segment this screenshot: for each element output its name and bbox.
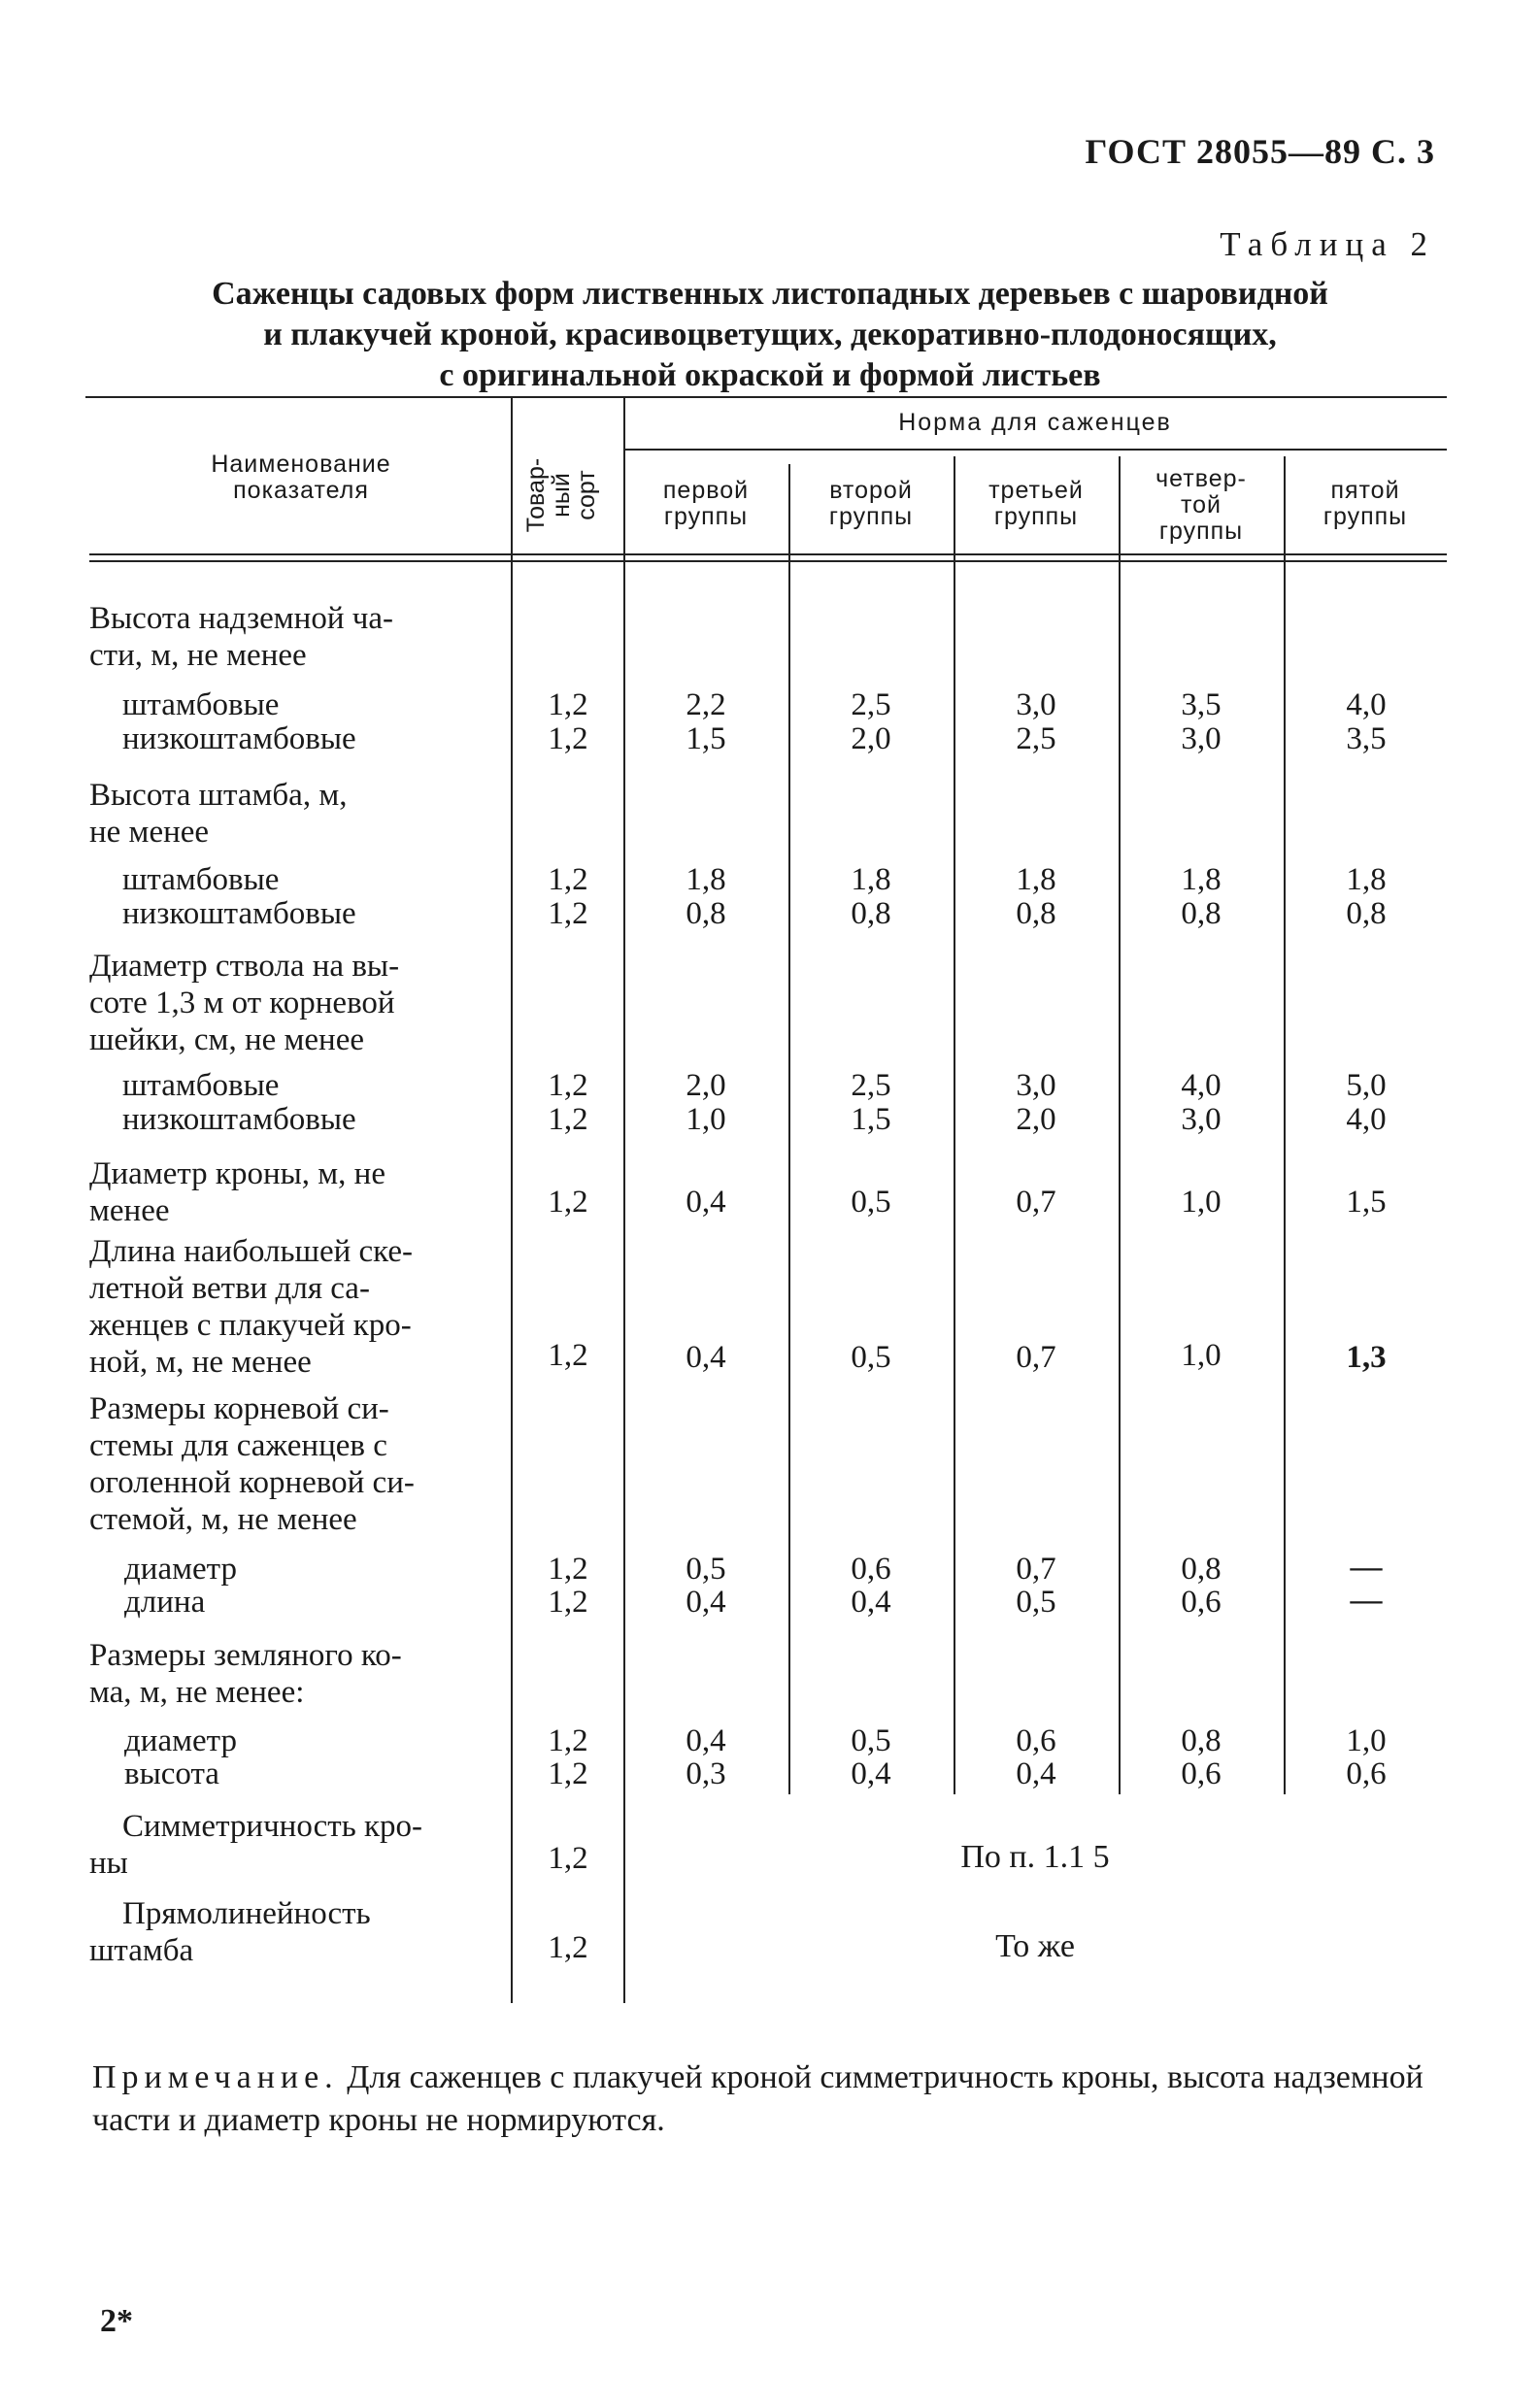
table-cell: 4,0: [1346, 687, 1387, 722]
row-name-line: Высота надземной ча-: [89, 601, 393, 636]
col-divider: [788, 464, 790, 1794]
row-name: [89, 1155, 505, 1229]
merged-norm-cell: По п. 1.1 5: [960, 1839, 1110, 1875]
row-sort-value: 1,2: [548, 1102, 588, 1137]
header-norm-title: Норма для саженцев: [898, 409, 1172, 436]
caption-line: с оригинальной окраской и формой листьев: [439, 357, 1101, 393]
table-cell: 2,0: [851, 721, 891, 756]
table-note: [92, 2056, 1461, 2142]
row-name-line: оголенной корневой си-: [89, 1465, 415, 1500]
table-cell: —: [1350, 1583, 1383, 1618]
table-cell: 0,3: [686, 1756, 726, 1791]
table-cell: 0,6: [1181, 1585, 1222, 1620]
row-sort-value: 1,2: [548, 1930, 588, 1965]
row-name-line: летной ветви для са-: [89, 1271, 370, 1306]
header-line: второй: [829, 477, 913, 504]
table-cell: 0,4: [686, 1185, 726, 1220]
table-cell: 0,4: [686, 1585, 726, 1620]
table-cell: 0,7: [1016, 1552, 1056, 1587]
table-cell: 2,0: [1016, 1102, 1056, 1137]
row-sub-label: длина: [124, 1585, 206, 1620]
header-line: пятой: [1330, 477, 1400, 504]
header-line: группы: [993, 503, 1079, 530]
table-cell: 1,5: [851, 1102, 891, 1137]
table-cell: 0,6: [1346, 1756, 1387, 1791]
row-name-line: ма, м, не менее:: [89, 1675, 305, 1710]
header-name-col: [97, 451, 505, 504]
col-divider: [954, 456, 955, 1794]
header-bottom-rule: [89, 553, 1447, 555]
row-sub-label: штамбовые: [122, 862, 280, 897]
table-cell: 0,6: [851, 1552, 891, 1587]
table-cell: 2,5: [851, 1068, 891, 1103]
col-divider: [1284, 456, 1286, 1794]
row-name-line: ной, м, не менее: [89, 1345, 312, 1380]
row-name-line: соте 1,3 м от корневой: [89, 986, 395, 1020]
header-line: сорт: [573, 470, 600, 520]
table-cell: 0,5: [686, 1552, 726, 1587]
row-name-line: Длина наибольшей ске-: [89, 1234, 413, 1269]
page-number: 2*: [100, 2303, 133, 2339]
row-sub-label: низкоштамбовые: [122, 1102, 356, 1137]
table-cell: 1,0: [1346, 1723, 1387, 1758]
row-sub-label: штамбовые: [122, 687, 280, 722]
table-cell: —: [1350, 1550, 1383, 1585]
table-cell: 2,0: [686, 1068, 726, 1103]
caption-line: и плакучей кроной, красивоцветущих, декоративно-плодоносящих,: [263, 317, 1277, 352]
row-name: [89, 1390, 505, 1538]
col-divider: [1119, 456, 1121, 1794]
row-name-line: Размеры корневой си-: [89, 1391, 389, 1426]
row-sub-label: штамбовые: [122, 1068, 280, 1103]
row-sub-label: низкоштамбовые: [122, 721, 356, 756]
row-sort-value: 1,2: [548, 1068, 588, 1103]
table-cell: 1,0: [686, 1102, 726, 1137]
table-cell: 0,8: [1181, 1552, 1222, 1587]
header-line: группы: [828, 503, 914, 530]
table-cell: 0,8: [1346, 896, 1387, 931]
table-cell: 0,8: [851, 896, 891, 931]
header-group-3: [954, 478, 1119, 530]
table-cell: 4,0: [1346, 1102, 1387, 1137]
table-cell: 0,4: [686, 1340, 726, 1375]
row-sort-value: 1,2: [548, 862, 588, 897]
header-line: четвер-: [1155, 465, 1247, 492]
row-name-line: шейки, см, не менее: [89, 1022, 364, 1057]
row-name-line: стемы для саженцев с: [89, 1428, 387, 1463]
table-cell: 1,8: [1346, 862, 1387, 897]
table-cell: 0,8: [1181, 896, 1222, 931]
table-cell: 0,6: [1181, 1756, 1222, 1791]
row-sub-label: высота: [124, 1756, 219, 1791]
row-name-line: ны: [89, 1846, 128, 1881]
header-group-2: [788, 478, 954, 530]
row-sort-value: 1,2: [548, 721, 588, 756]
table-cell: 3,0: [1016, 687, 1056, 722]
merged-norm-cell: То же: [995, 1928, 1075, 1964]
table-cell: 1,0: [1181, 1185, 1222, 1220]
row-name: [89, 1637, 505, 1711]
table-cell: 1,5: [1346, 1185, 1387, 1220]
table-cell: 2,5: [851, 687, 891, 722]
header-line: группы: [1158, 518, 1244, 545]
row-name-line: менее: [89, 1193, 170, 1228]
table-top-rule: [85, 396, 1447, 398]
table-cell: 0,4: [1016, 1756, 1056, 1791]
header-line: первой: [662, 477, 750, 504]
table-cell: 3,5: [1346, 721, 1387, 756]
col-divider: [623, 396, 625, 2003]
table-cell: 0,8: [1181, 1723, 1222, 1758]
norm-title-rule: [623, 449, 1447, 451]
table-cell: 0,5: [1016, 1585, 1056, 1620]
table-cell: 2,5: [1016, 721, 1056, 756]
table-cell: 3,0: [1181, 1102, 1222, 1137]
header-line: третьей: [988, 477, 1084, 504]
row-name-line: Размеры земляного ко-: [89, 1638, 402, 1673]
note-text: Для саженцев с плакучей кроной симметричность кроны, высота надземной части и диаметр кроны не нормируются.: [92, 2059, 1423, 2138]
row-name-line: Диаметр кроны, м, не: [89, 1156, 385, 1191]
table-label: Таблица 2: [1220, 225, 1435, 263]
row-name: [89, 600, 505, 674]
table-cell: 3,0: [1181, 721, 1222, 756]
row-sub-label: низкоштамбовые: [122, 896, 356, 931]
header-group-4: [1119, 466, 1284, 545]
table-cell: 3,5: [1181, 687, 1222, 722]
header-group-5: [1284, 478, 1447, 530]
table-cell: 0,7: [1016, 1340, 1056, 1375]
header-line: показателя: [233, 477, 369, 504]
header-group-1: [623, 478, 788, 530]
row-sub-label: диаметр: [124, 1723, 237, 1758]
table-cell: 5,0: [1346, 1068, 1387, 1103]
row-name: [89, 777, 505, 851]
note-lead: Примечание.: [92, 2059, 339, 2095]
header-line: ный: [548, 473, 575, 518]
row-sort-value: 1,2: [548, 1756, 588, 1791]
row-sort-value: 1,2: [548, 1585, 588, 1620]
table-cell: 3,0: [1016, 1068, 1056, 1103]
row-sort-value: 1,2: [548, 1185, 588, 1220]
row-name-line: сти, м, не менее: [89, 638, 307, 673]
row-sub-label: диаметр: [124, 1552, 237, 1587]
table-cell: 0,4: [851, 1585, 891, 1620]
col-divider: [511, 396, 513, 2003]
header-line: Наименование: [211, 451, 391, 478]
table-cell: 1,8: [851, 862, 891, 897]
table-cell: 0,4: [686, 1723, 726, 1758]
row-name: [89, 1895, 505, 1969]
table-cell: 1,8: [1181, 862, 1222, 897]
row-name: [89, 1233, 505, 1381]
row-name-line: женцев с плакучей кро-: [89, 1308, 412, 1343]
table-cell: 1,8: [686, 862, 726, 897]
row-sort-value: 1,2: [548, 687, 588, 722]
row-sort-value: 1,2: [548, 1841, 588, 1876]
row-name-line: штамба: [89, 1933, 194, 1968]
table-cell: 0,5: [851, 1723, 891, 1758]
header-line: группы: [663, 503, 749, 530]
header-line: той: [1180, 491, 1222, 518]
header-bottom-rule-double: [89, 560, 1447, 562]
table-cell: 0,6: [1016, 1723, 1056, 1758]
row-sort-value: 1,2: [548, 1552, 588, 1587]
header-line: группы: [1322, 503, 1408, 530]
table-cell: 0,8: [1016, 896, 1056, 931]
table-cell: 0,5: [851, 1340, 891, 1375]
table-cell: 0,8: [686, 896, 726, 931]
row-name-line: не менее: [89, 815, 210, 850]
row-sort-value: 1,2: [548, 1723, 588, 1758]
row-name-line: стемой, м, не менее: [89, 1502, 357, 1537]
header-line: Товар-: [522, 457, 550, 533]
row-name-line: Симметричность кро-: [122, 1809, 423, 1844]
row-name: [89, 1808, 505, 1882]
table-cell: 0,5: [851, 1185, 891, 1220]
table-cell: 2,2: [686, 687, 726, 722]
table-caption: [78, 274, 1462, 396]
table-cell: 1,8: [1016, 862, 1056, 897]
row-name-line: Прямолинейность: [122, 1896, 371, 1931]
table-cell: 1,3: [1346, 1340, 1387, 1375]
row-name-line: Диаметр ствола на вы-: [89, 949, 400, 984]
table-cell: 0,7: [1016, 1185, 1056, 1220]
header-sort-col: [523, 436, 611, 554]
table-cell: 4,0: [1181, 1068, 1222, 1103]
caption-line: Саженцы садовых форм лиственных листопадных деревьев с шаровидной: [212, 276, 1328, 312]
row-sort-value: 1,2: [548, 896, 588, 931]
row-sort-value: 1,2: [548, 1338, 588, 1373]
table-cell: 1,0: [1181, 1338, 1222, 1373]
table-cell: 1,5: [686, 721, 726, 756]
document-reference: ГОСТ 28055—89 С. 3: [1085, 132, 1435, 171]
table-cell: 0,4: [851, 1756, 891, 1791]
row-name-line: Высота штамба, м,: [89, 778, 348, 813]
row-name: [89, 948, 505, 1058]
